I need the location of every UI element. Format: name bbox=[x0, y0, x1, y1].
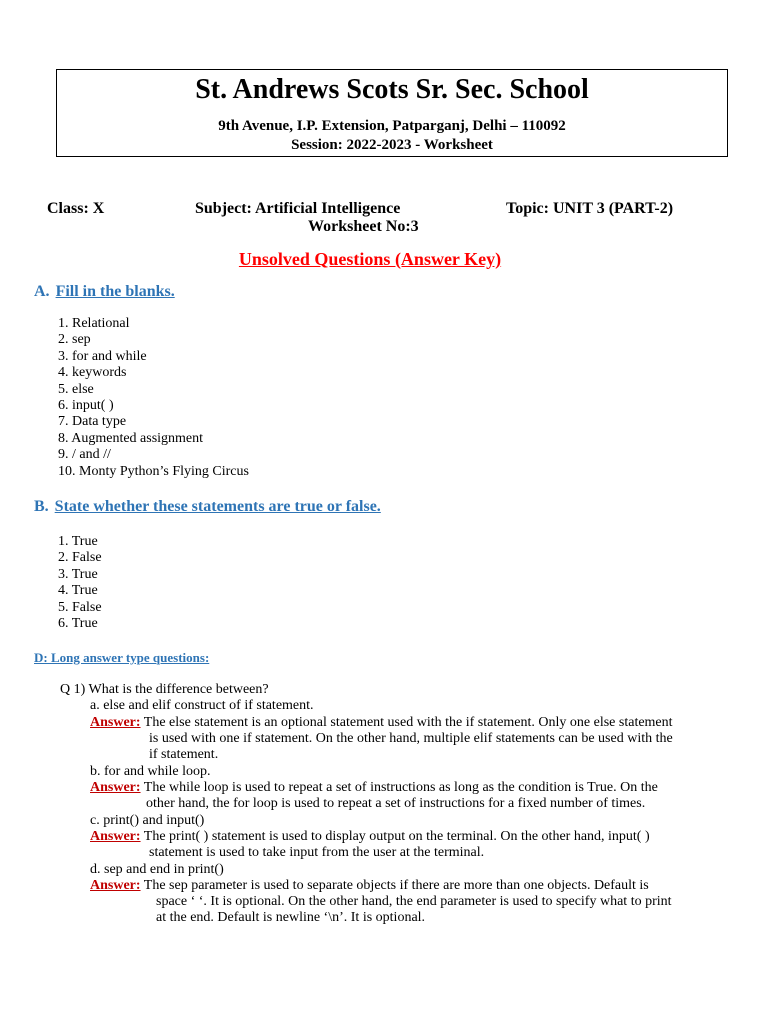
part-a-label: a. else and elif construct of if statement. bbox=[90, 698, 314, 713]
list-item: 1. True bbox=[58, 534, 98, 549]
section-a-text: Fill in the blanks. bbox=[55, 283, 175, 300]
answer-label: Answer: bbox=[90, 715, 141, 730]
list-item: 4. keywords bbox=[58, 365, 127, 381]
answer-text: The else statement is an optional statement used with the if statement. Only one else statement bbox=[140, 715, 673, 730]
answer-text: The print( ) statement is used to display output on the terminal. On the other hand, input( ) bbox=[140, 829, 650, 844]
part-b-answer-cont: other hand, the for loop is used to repeat a set of instructions for a fixed number of times. bbox=[146, 796, 646, 811]
part-a-answer-cont: is used with one if statement. On the other hand, multiple elif statements can be used with the bbox=[149, 731, 673, 746]
list-item: 6. True bbox=[58, 616, 98, 632]
list-item: 5. else bbox=[58, 381, 94, 397]
list-item: 8. Augmented assignment bbox=[58, 430, 204, 446]
part-b-label: b. for and while loop. bbox=[90, 764, 211, 779]
part-c-answer-line bbox=[90, 829, 650, 845]
worksheet-number: Worksheet No:3 bbox=[308, 218, 419, 235]
answer-key-title: Unsolved Questions (Answer Key) bbox=[238, 249, 502, 269]
list-item: 5. False bbox=[58, 599, 102, 615]
section-a-letter: A. bbox=[34, 283, 50, 300]
list-item: 10. Monty Python’s Flying Circus bbox=[58, 463, 249, 479]
list-item: 6. input( ) bbox=[58, 398, 114, 414]
part-d-answer-line bbox=[90, 878, 649, 894]
part-a-answer-cont: if statement. bbox=[149, 747, 219, 762]
school-address: 9th Avenue, I.P. Extension, Patparganj, Delhi – 110092 bbox=[218, 118, 566, 134]
section-b-list bbox=[58, 534, 102, 632]
subject-label: Subject: Artificial Intelligence bbox=[195, 200, 401, 217]
section-d-title: D: Long answer type questions: bbox=[34, 650, 210, 665]
list-item: 2. sep bbox=[58, 332, 91, 348]
class-label: Class: X bbox=[47, 200, 105, 217]
list-item: 3. for and while bbox=[58, 348, 147, 364]
list-item: 4. True bbox=[58, 583, 98, 599]
part-c-label: c. print() and input() bbox=[90, 813, 205, 828]
question-1: Q 1) What is the difference between? bbox=[60, 682, 269, 697]
list-item: 2. False bbox=[58, 550, 102, 566]
answer-label: Answer: bbox=[90, 780, 141, 795]
session-line: Session: 2022-2023 - Worksheet bbox=[291, 137, 493, 153]
list-item: 7. Data type bbox=[58, 414, 127, 430]
section-b-text: State whether these statements are true or false. bbox=[54, 498, 381, 515]
part-d-answer-cont: at the end. Default is newline ‘\n’. It is optional. bbox=[156, 910, 426, 925]
part-c-answer-cont: statement is used to take input from the user at the terminal. bbox=[149, 845, 485, 860]
section-a-title bbox=[34, 283, 175, 301]
part-d-label: d. sep and end in print() bbox=[90, 862, 224, 877]
part-a-answer-line bbox=[90, 715, 673, 731]
answer-text: The sep parameter is used to separate objects if there are more than one objects. Default is bbox=[140, 878, 649, 893]
school-header-box bbox=[56, 69, 728, 157]
school-name: St. Andrews Scots Sr. Sec. School bbox=[195, 74, 589, 105]
part-d-answer-cont: space ‘ ‘. It is optional. On the other hand, the end parameter is used to specify what to print bbox=[156, 894, 672, 909]
answer-label: Answer: bbox=[90, 829, 141, 844]
topic-label: Topic: UNIT 3 (PART-2) bbox=[506, 200, 674, 217]
list-item: 1. Relational bbox=[58, 316, 130, 331]
answer-label: Answer: bbox=[90, 878, 141, 893]
answer-text: The while loop is used to repeat a set of instructions as long as the condition is True. On the bbox=[140, 780, 658, 795]
section-b-title bbox=[34, 498, 381, 516]
list-item: 9. / and // bbox=[58, 447, 111, 463]
part-b-answer-line bbox=[90, 780, 658, 796]
section-a-list bbox=[58, 316, 249, 480]
section-b-letter: B. bbox=[34, 498, 49, 515]
list-item: 3. True bbox=[58, 566, 98, 582]
